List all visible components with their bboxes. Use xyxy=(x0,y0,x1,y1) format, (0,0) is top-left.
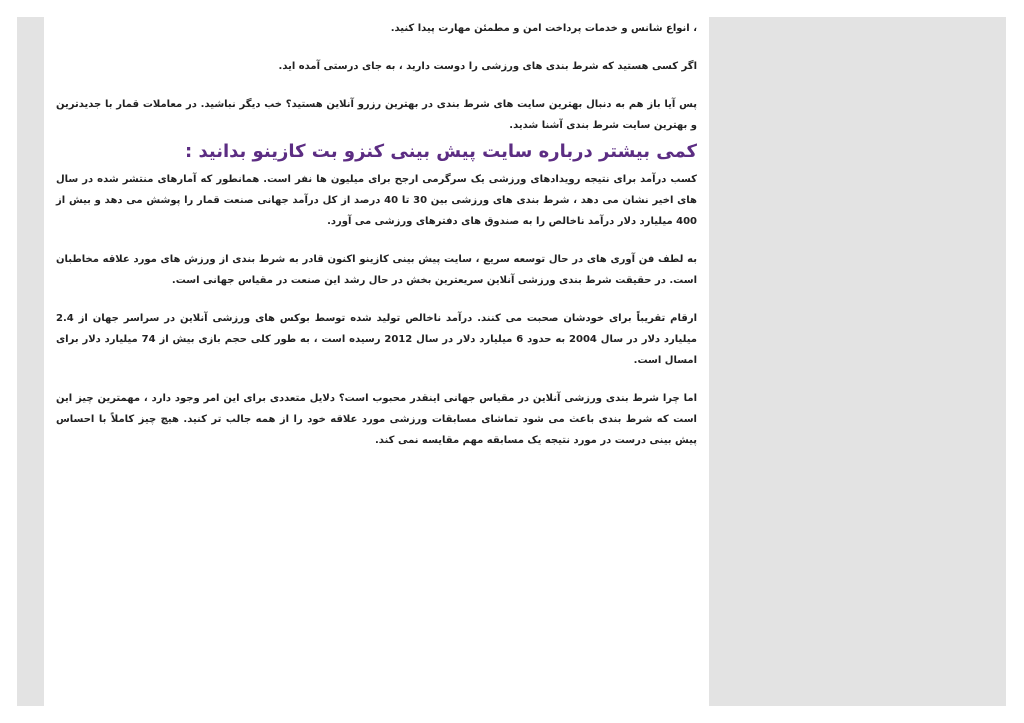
paragraph-technology: به لطف فن آوری های در حال توسعه سریع ، سایت پیش بینی کازینو اکنون قادر به شرط بندی از ورزش های مورد علاقه مخاطبان است. در حقیقت شرط بندی ورزشی آنلاین سریعترین بخش در حال رشد این صنعت در مقیاس جهانی است. xyxy=(56,254,697,286)
right-sidebar xyxy=(709,17,1006,706)
paragraph-figures: ارقام تقریباً برای خودشان صحبت می کنند. درآمد ناخالص تولید شده توسط بوکس های ورزشی آنلاین در سراسر جهان از 2.4 میلیارد دلار در سال 2004 به حدود 6 میلیارد دلار در سال 2012 رسیده است ، به طور کلی حجم بازی بیش از 74 میلیارد دلار برای امسال است. xyxy=(56,313,697,366)
paragraph-sports-betting-intro: اگر کسی هستید که شرط بندی های ورزشی را دوست دارید ، به جای درستی آمده اید. xyxy=(278,61,697,72)
section-heading: کمی بیشتر درباره سایت پیش بینی کنزو بت کازینو بدانید : xyxy=(185,141,697,162)
left-gutter xyxy=(17,17,44,706)
paragraph-popularity: اما چرا شرط بندی ورزشی آنلاین در مقیاس جهانی اینقدر محبوب است؟ دلایل متعددی برای این امر وجود دارد ، مهمترین چیز این است که شرط بندی باعث می شود تماشای مسابقات ورزشی مورد علاقه خود را از همه جالب تر کنید. هیچ چیز کاملاً با احساس پیش بینی درست در مورد نتیجه یک مسابقه مهم مقایسه نمی کند. xyxy=(56,393,697,446)
paragraph-best-sites: پس آیا باز هم به دنبال بهترین سایت های شرط بندی در بهترین رزرو آنلاین هستید؟ خب دیگر نباشید. در معاملات قمار با جدیدترین و بهترین سایت شرط بندی آشنا شدید. xyxy=(56,99,697,131)
paragraph-payment-options: ، انواع شانس و خدمات پرداخت امن و مطمئن مهارت پیدا کنید. xyxy=(390,23,697,34)
article-content xyxy=(44,17,709,706)
paragraph-revenue: کسب درآمد برای نتیجه رویدادهای ورزشی یک سرگرمی ارجح برای میلیون ها نفر است. همانطور که آمارهای منتشر شده در سال های اخیر نشان می دهد ، شرط بندی های ورزشی بین 30 تا 40 درصد از کل درآمد جهانی صنعت قمار را پوشش می دهد و بیش از 400 میلیارد دلار درآمد ناخالص را به صندوق های دفترهای ورزشی می آورد. xyxy=(56,174,697,227)
